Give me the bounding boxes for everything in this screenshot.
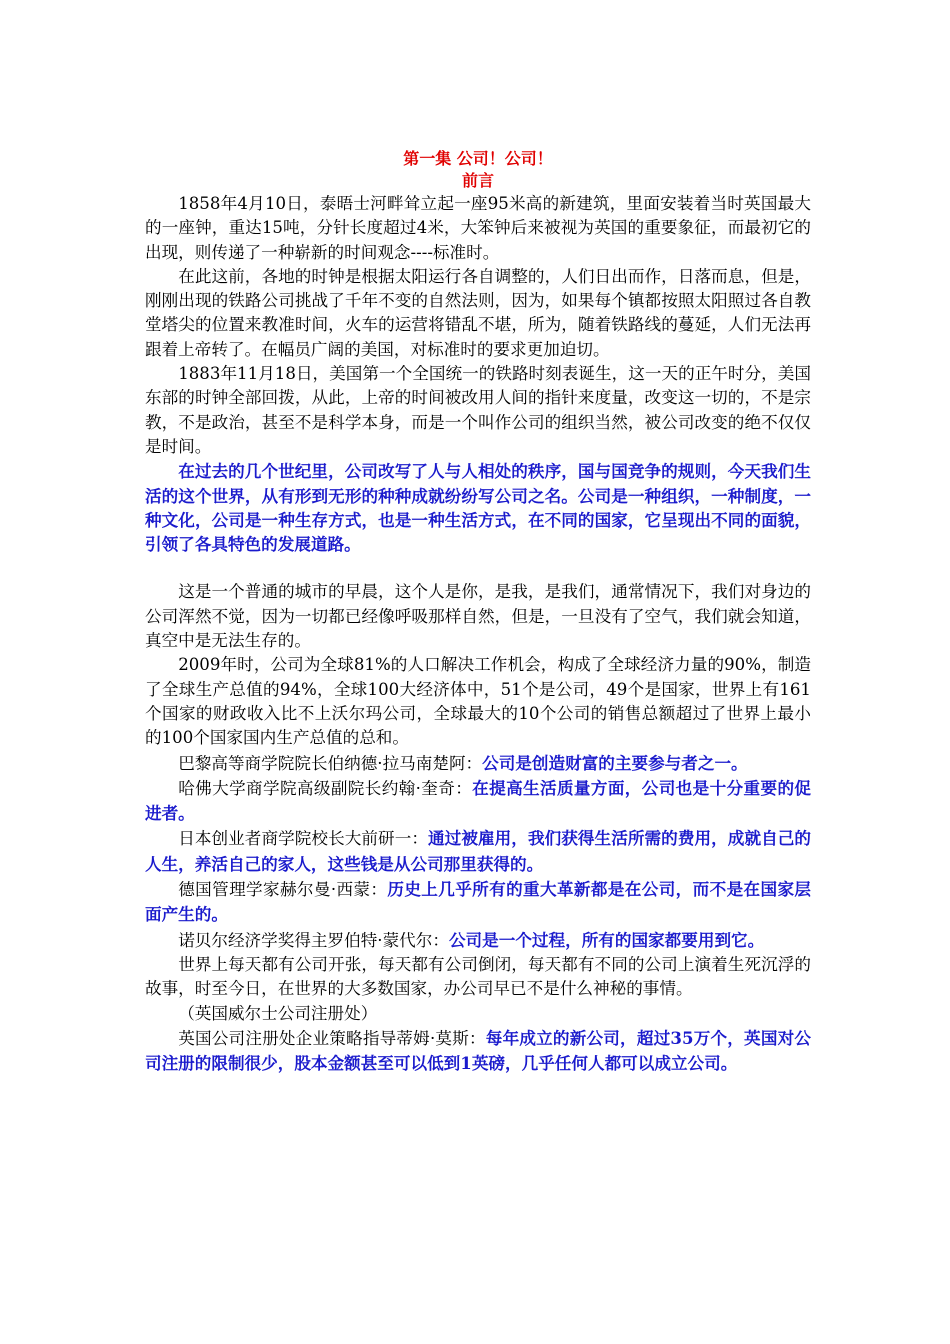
quote-text: 历史上几乎所有的重大革新都是在公司，而不是在国家层面产生的。 bbox=[145, 879, 811, 925]
paragraph: 1883年11月18日，美国第一个全国统一的铁路时刻表诞生，这一天的正午时分，美国东部的时钟全部回拨，从此，上帝的时间被改用人间的指针来度量，改变这一切的，不是宗教，不是政治，甚至不是科学本身，而是一个叫作公司的组织当然，被公司改变的绝不仅仅是时间。 bbox=[145, 364, 811, 456]
quote-text: 每年成立的新公司，超过35万个，英国对公司注册的限制很少，股本金额甚至可以低到1英磅，几乎任何人都可以成立公司。 bbox=[145, 1027, 811, 1074]
quote-speaker: 哈佛大学商学院高级副院长约翰·奎奇： bbox=[178, 778, 473, 798]
paragraph: 世界上每天都有公司开张，每天都有公司倒闭，每天都有不同的公司上演着生死沉浮的故事，时至今日，在世界的大多数国家，办公司早已不是什么神秘的事情。 bbox=[145, 954, 811, 999]
document-page bbox=[145, 148, 811, 1076]
quote-paragraph bbox=[145, 776, 811, 827]
paragraph: 在此这前，各地的时钟是根据太阳运行各自调整的，人们日出而作，日落而息，但是，刚刚出现的铁路公司挑战了千年不变的自然法则，因为，如果每个镇都按照太阳照过各自教堂塔尖的位置来教准时间，火车的运营将错乱不堪，所为，随着铁路线的蔓延，人们无法再跟着上帝转了。在幅员广阔的美国，对标准时的要求更加迫切。 bbox=[145, 266, 811, 359]
quote-paragraph bbox=[145, 751, 811, 776]
document-subtitle: 前言 bbox=[461, 171, 494, 190]
paragraph: 1858年4月10日，泰晤士河畔耸立起一座95米高的新建筑，里面安装着当时英国最大的一座钟，重达15吨，分针长度超过4米，大笨钟后来被视为英国的重要象征，而最初它的出现，则传递了一种崭新的时间观念----标准时。 bbox=[145, 194, 811, 262]
quote-speaker: 巴黎高等商学院院长伯纳德·拉马南楚阿： bbox=[178, 753, 483, 773]
quote-text: 在提高生活质量方面，公司也是十分重要的促进者。 bbox=[145, 777, 811, 824]
quote-speaker: 诺贝尔经济学奖得主罗伯特·蒙代尔： bbox=[178, 930, 449, 950]
quote-paragraph bbox=[145, 928, 811, 953]
quote-speaker: 德国管理学家赫尔曼·西蒙： bbox=[178, 880, 388, 900]
document-title: 第一集 公司！公司！ bbox=[403, 149, 553, 168]
paragraph: 这是一个普通的城市的早晨，这个人是你，是我，是我们，通常情况下，我们对身边的公司浑然不觉，因为一切都已经像呼吸那样自然，但是，一旦没有了空气，我们就会知道，真空中是无法生存的。 bbox=[145, 582, 811, 651]
quote-paragraph bbox=[145, 826, 811, 877]
quote-text: 公司是一个过程，所有的国家都要用到它。 bbox=[448, 929, 765, 950]
emphasis-paragraph: 在过去的几个世纪里，公司改写了人与人相处的秩序，国与国竞争的规则，今天我们生活的这个世界，从有形到无形的种种成就纷纷写公司之名。公司是一种组织，一种制度，一种文化，公司是一种生存方式，也是一种生活方式，在不同的国家，它呈现出不同的面貌，引领了各具特色的发展道路。 bbox=[145, 461, 811, 555]
caption: （英国威尔士公司注册处） bbox=[178, 1003, 378, 1023]
spacer bbox=[145, 556, 811, 580]
quote-paragraph bbox=[145, 877, 811, 928]
quote-speaker: 日本创业者商学院校长大前研一： bbox=[178, 829, 429, 849]
quote-text: 通过被雇用，我们获得生活所需的费用，成就自己的人生，养活自己的家人，这些钱是从公司那里获得的。 bbox=[145, 828, 812, 874]
quote-text: 公司是创造财富的主要参与者之一。 bbox=[482, 752, 748, 773]
quote-speaker: 英国公司注册处企业策略指导蒂姆·莫斯： bbox=[178, 1028, 486, 1048]
paragraph: 2009年时，公司为全球81%的人口解决工作机会，构成了全球经济力量的90%，制造了全球生产总值的94%，全球100大经济体中，51个是公司，49个是国家，世界上有161个国家的财政收入比不上沃尔玛公司，全球最大的10个公司的销售总额超过了世界上最小的100个国家国内生产总值的总和。 bbox=[145, 655, 811, 748]
quote-paragraph bbox=[145, 1026, 811, 1077]
